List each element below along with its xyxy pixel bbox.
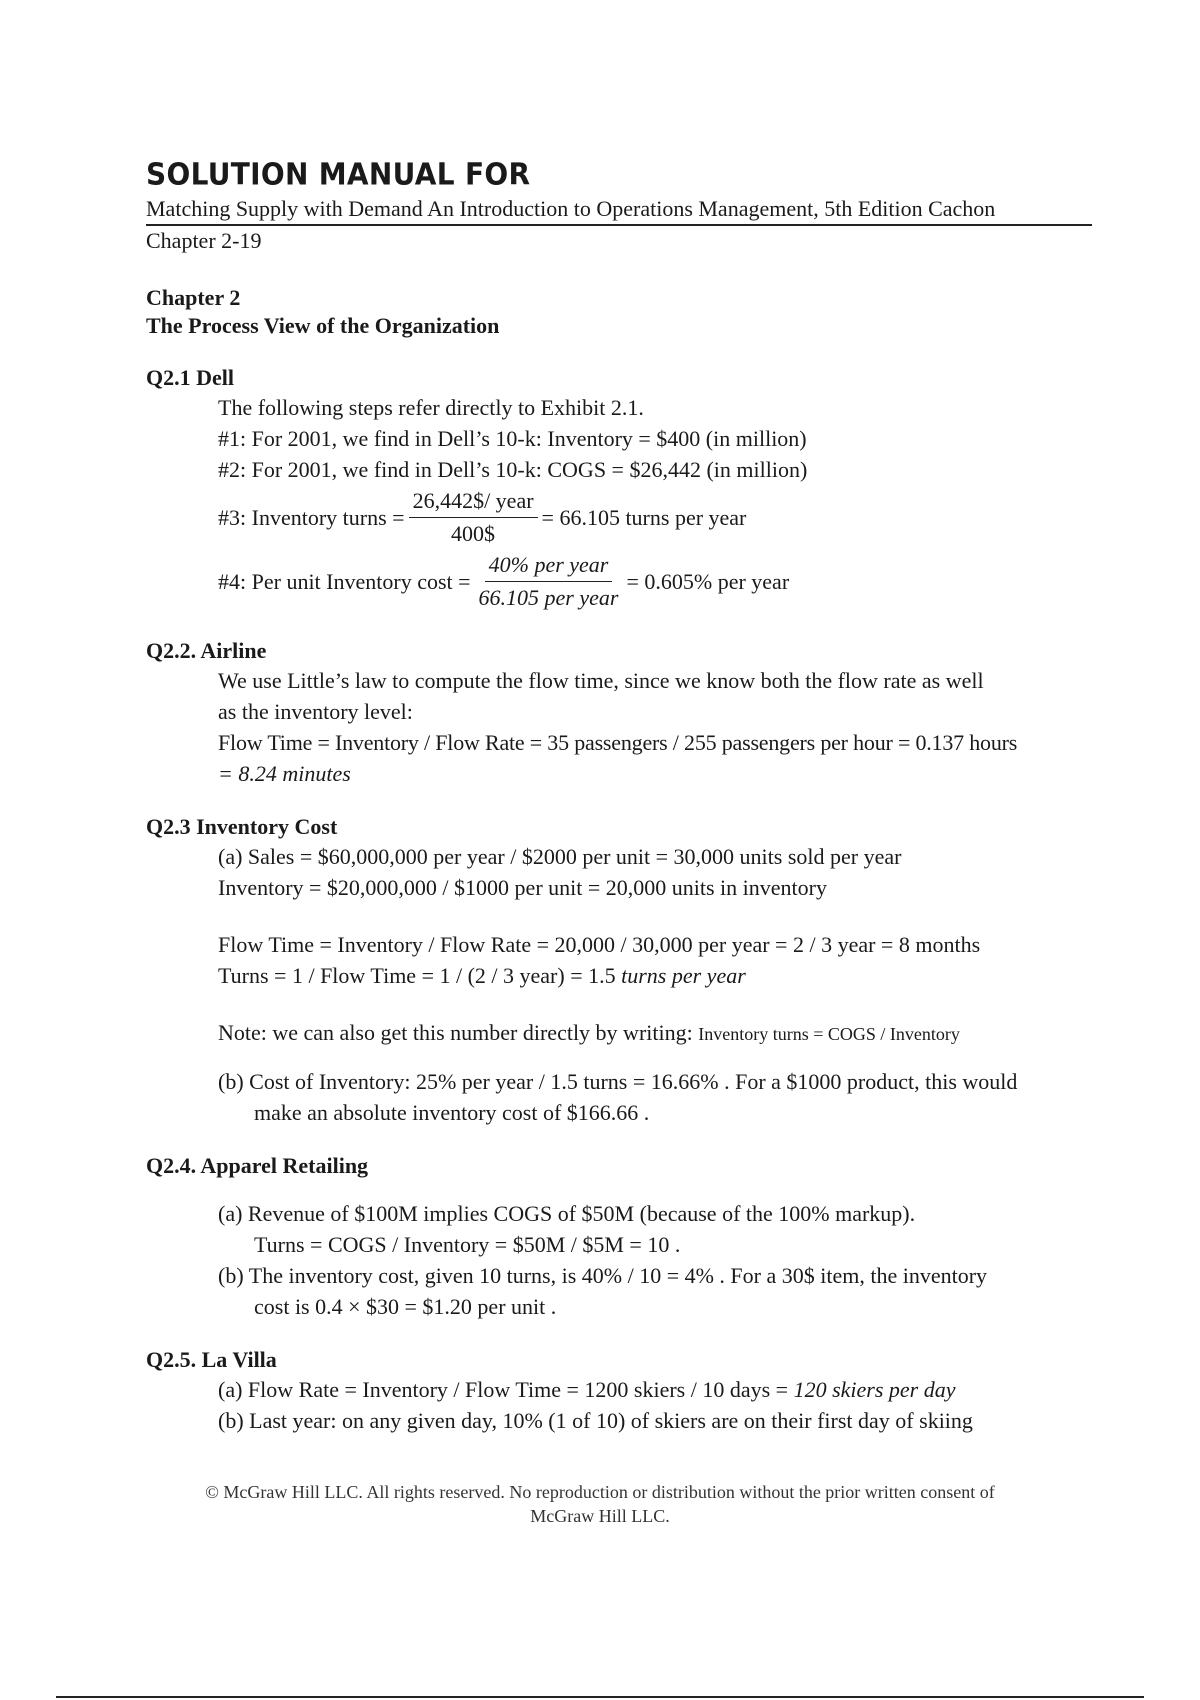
formula-unit-cost <box>218 549 1092 613</box>
fraction <box>475 551 623 612</box>
answer-line: (b) The inventory cost, given 10 turns, is 40% / 10 = 4% . For a 30$ item, the inventory <box>218 1263 988 1288</box>
answer-line <box>218 1374 1092 1405</box>
answer-line: The following steps refer directly to Exhibit 2.1. <box>218 395 644 420</box>
answer-block <box>218 1374 1092 1436</box>
chapter-number: Chapter 2 <box>146 285 241 310</box>
answer-line: We use Little’s law to compute the flow time, since we know both the flow rate as well <box>218 668 984 693</box>
answer-block <box>218 665 1092 789</box>
document-subtitle: Matching Supply with Demand An Introduction to Operations Management, 5th Edition Cachon <box>146 196 1092 226</box>
answer-line: (b) Cost of Inventory: 25% per year / 1.5 turns = 16.66% . For a $1000 product, this would <box>218 1069 1018 1094</box>
page-bottom-rule <box>56 1696 1144 1698</box>
question-heading: Q2.1 Dell <box>146 365 234 390</box>
document-page <box>146 158 1092 1436</box>
answer-block <box>218 392 1092 613</box>
answer-text: Turns = 1 / Flow Time = 1 / (2 / 3 year) = 1.5 <box>218 963 616 988</box>
answer-block <box>218 841 1092 1128</box>
question-heading: Q2.3 Inventory Cost <box>146 814 338 839</box>
answer-text: (a) Flow Rate = Inventory / Flow Time = 1200 skiers / 10 days = <box>218 1377 789 1402</box>
answer-text: Note: we can also get this number directly by writing: <box>218 1020 693 1045</box>
answer-line: Inventory = $20,000,000 / $1000 per unit = 20,000 units in inventory <box>218 875 827 900</box>
chapter-title: The Process View of the Organization <box>146 313 500 338</box>
answer-line <box>218 1017 1092 1050</box>
fraction-numerator: 40% per year <box>485 551 613 582</box>
answer-line: (a) Revenue of $100M implies COGS of $50M (because of the 100% markup). <box>218 1201 916 1226</box>
answer-line <box>218 960 1092 991</box>
answer-emphasis: 120 skiers per day <box>793 1377 956 1402</box>
answer-line: Flow Time = Inventory / Flow Rate = 35 passengers / 255 passengers per hour = 0.137 hours <box>218 730 1018 755</box>
answer-line: cost is 0.4 × $30 = $1.20 per unit . <box>254 1294 557 1319</box>
answer-line: Turns = COGS / Inventory = $50M / $5M = 10 . <box>254 1232 681 1257</box>
formula-result: = 0.605% per year <box>626 568 790 594</box>
answer-line: Flow Time = Inventory / Flow Rate = 20,000 / 30,000 per year = 2 / 3 year = 8 months <box>218 932 981 957</box>
answer-line: #1: For 2001, we find in Dell’s 10-k: Inventory = $400 (in million) <box>218 426 807 451</box>
formula-label: #3: Inventory turns = <box>218 504 405 530</box>
answer-line: = 8.24 minutes <box>218 761 351 786</box>
chapter-range: Chapter 2-19 <box>146 228 262 253</box>
copyright-line: © McGraw Hill LLC. All rights reserved. No reproduction or distribution without the prior written consent of <box>205 1482 995 1502</box>
inline-formula: Inventory turns = COGS / Inventory <box>698 1024 960 1044</box>
answer-line: make an absolute inventory cost of $166.66 . <box>254 1100 650 1125</box>
fraction-denominator: 400$ <box>451 520 496 546</box>
answer-line: (a) Sales = $60,000,000 per year / $2000 per unit = 30,000 units sold per year <box>218 844 902 869</box>
formula-inventory-turns <box>218 485 1092 549</box>
formula-result: = 66.105 turns per year <box>541 504 747 530</box>
answer-line: as the inventory level: <box>218 699 413 724</box>
answer-line: (b) Last year: on any given day, 10% (1 of 10) of skiers are on their first day of skiing <box>218 1408 973 1433</box>
copyright-footer <box>0 1480 1200 1528</box>
fraction <box>409 487 538 548</box>
answer-emphasis: turns per year <box>621 963 746 988</box>
formula-label: #4: Per unit Inventory cost = <box>218 568 471 594</box>
question-heading: Q2.2. Airline <box>146 638 267 663</box>
answer-line: #2: For 2001, we find in Dell’s 10-k: COGS = $26,442 (in million) <box>218 457 808 482</box>
question-heading: Q2.4. Apparel Retailing <box>146 1153 369 1178</box>
answer-block <box>218 1198 1092 1322</box>
question-heading: Q2.5. La Villa <box>146 1347 277 1372</box>
fraction-denominator: 66.105 per year <box>478 584 619 610</box>
document-title: SOLUTION MANUAL FOR <box>146 156 531 193</box>
fraction-numerator: 26,442$/ year <box>409 487 538 518</box>
copyright-line: McGraw Hill LLC. <box>530 1506 670 1526</box>
